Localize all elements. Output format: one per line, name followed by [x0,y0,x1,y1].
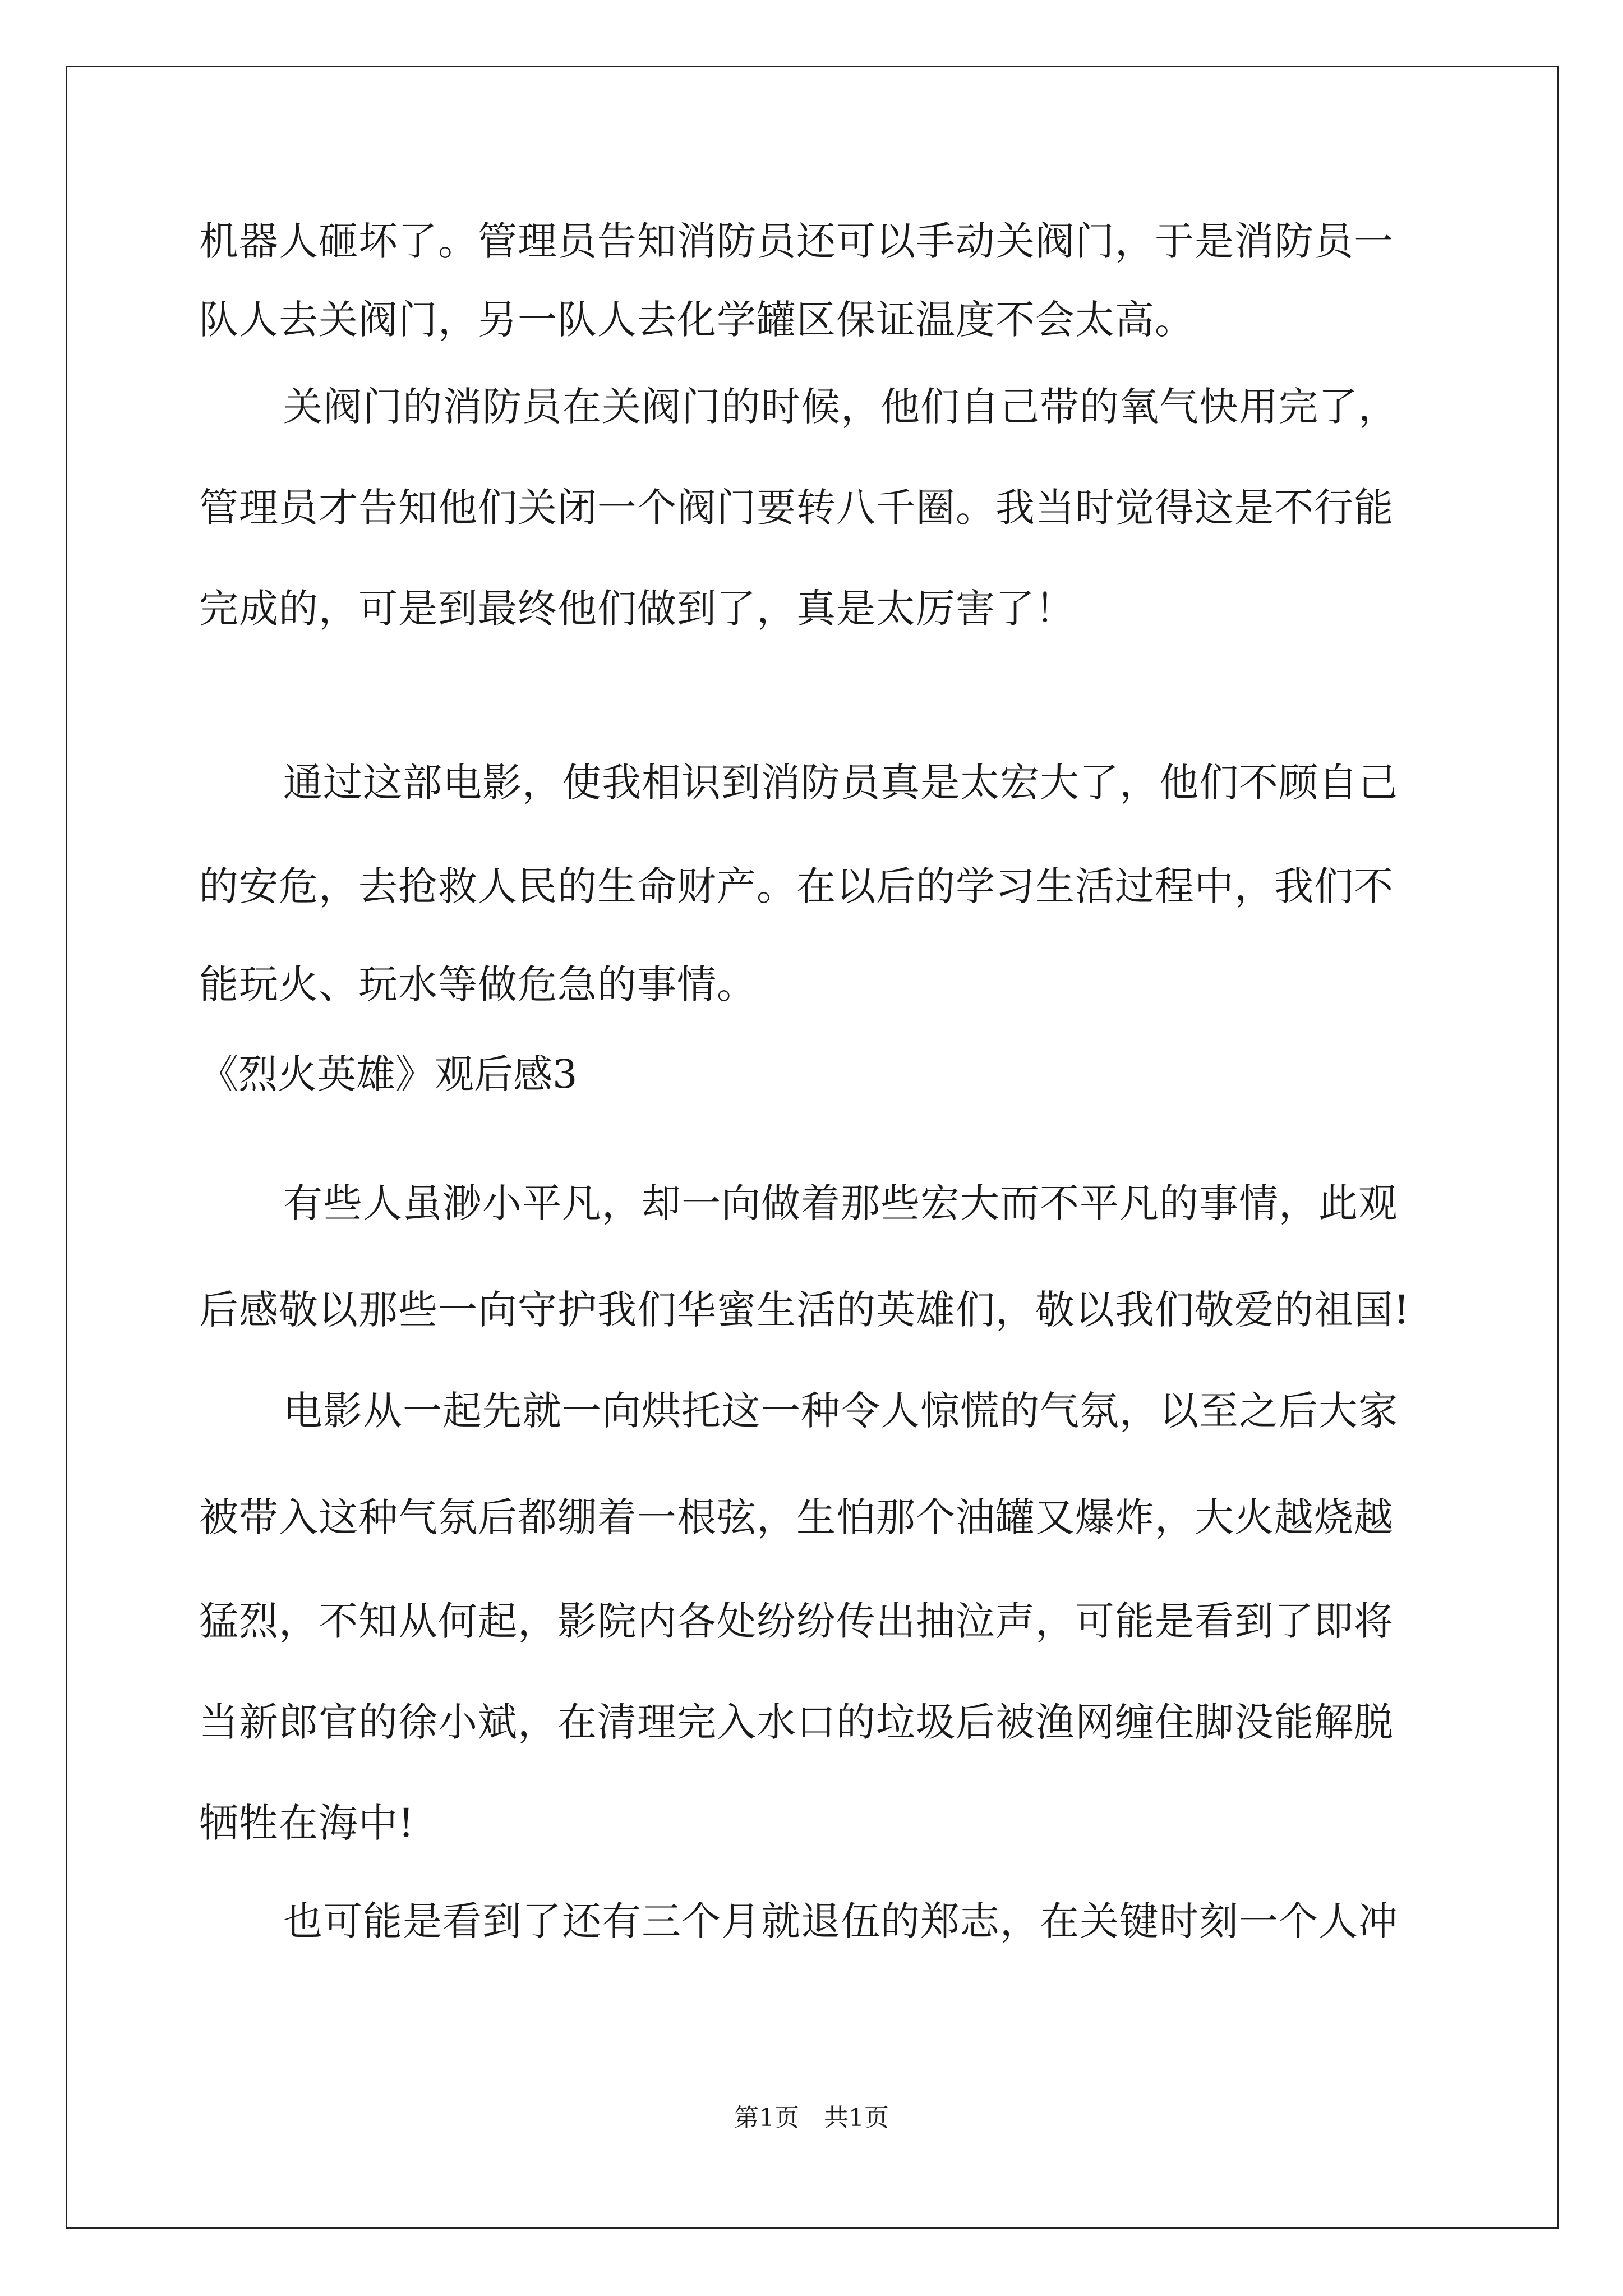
text-line: 被带入这种气氛后都绷着一根弦，生怕那个油罐又爆炸，大火越烧越 [199,1494,1394,1540]
text-line: 能玩火、玩水等做危急的事情。 [199,961,757,1007]
text-line: 的安危，去抢救人民的生命财产。在以后的学习生活过程中，我们不 [199,863,1394,909]
page-number-current: 第1页 [734,2104,799,2132]
text-line: 管理员才告知他们关闭一个阀门要转八千圈。我当时觉得这是不行能 [199,485,1394,531]
text-line: 通过这部电影，使我相识到消防员真是太宏大了，他们不顾自己 [283,760,1398,806]
section-heading: 《烈火英雄》观后感3 [199,1051,578,1097]
page-footer [0,2101,1623,2135]
text-line: 完成的，可是到最终他们做到了，真是太厉害了！ [199,586,1075,632]
page-number-total: 共1页 [824,2104,889,2132]
text-line: 有些人虽渺小平凡，却一向做着那些宏大而不平凡的事情，此观 [283,1180,1398,1226]
text-line: 机器人砸坏了。管理员告知消防员还可以手动关阀门，于是消防员一 [199,218,1394,264]
text-line: 电影从一起先就一向烘托这一种令人惊慌的气氛，以至之后大家 [283,1388,1398,1434]
text-line: 猛烈，不知从何起，影院内各处纷纷传出抽泣声，可能是看到了即将 [199,1598,1394,1644]
text-line: 后感敬以那些一向守护我们华蜜生活的英雄们，敬以我们敬爱的祖国! [199,1287,1410,1333]
text-line: 也可能是看到了还有三个月就退伍的郑志，在关键时刻一个人冲 [283,1898,1398,1944]
text-line: 牺牲在海中! [199,1800,415,1846]
text-line: 队人去关阀门，另一队人去化学罐区保证温度不会太高。 [199,297,1195,343]
text-line: 当新郎官的徐小斌，在清理完入水口的垃圾后被渔网缠住脚没能解脱 [199,1699,1394,1745]
text-line: 关阀门的消防员在关阀门的时候，他们自己带的氧气快用完了， [283,384,1398,430]
